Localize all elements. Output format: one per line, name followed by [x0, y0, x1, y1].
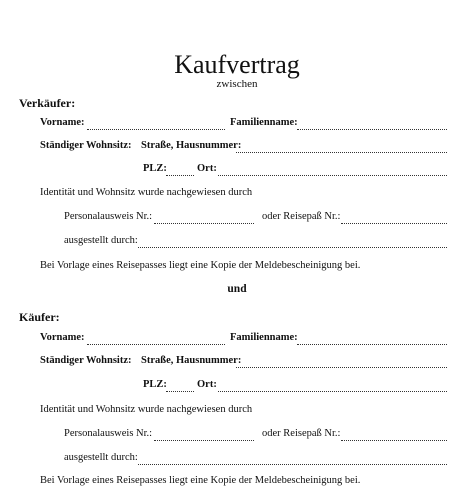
seller-familienname-label: Familienname: [230, 117, 298, 128]
buyer-strasse-label: Straße, Hausnummer: [141, 355, 242, 366]
seller-personalausweis-field[interactable] [154, 213, 254, 224]
seller-vorname-field[interactable] [87, 119, 225, 130]
seller-ausgestellt-field[interactable] [138, 237, 447, 248]
seller-strasse-field[interactable] [236, 142, 447, 153]
buyer-ort-label: Ort: [197, 379, 217, 390]
seller-reisepass-label: oder Reisepaß Nr.: [262, 211, 341, 222]
seller-personalausweis-label: Personalausweis Nr.: [64, 211, 153, 222]
seller-plz-field[interactable] [166, 165, 194, 176]
buyer-familienname-label: Familienname: [230, 332, 298, 343]
buyer-vorname-label: Vorname: [40, 332, 85, 343]
seller-ort-field[interactable] [218, 165, 447, 176]
seller-ort-label: Ort: [197, 163, 217, 174]
seller-heading: Verkäufer: [19, 96, 76, 110]
buyer-strasse-field[interactable] [236, 357, 447, 368]
buyer-reisepass-label: oder Reisepaß Nr.: [262, 428, 341, 439]
buyer-vorlage-text: Bei Vorlage eines Reisepasses liegt eine Kopie der Meldebescheinigung bei. [40, 475, 361, 486]
buyer-ort-field[interactable] [218, 381, 447, 392]
seller-vorname-label: Vorname: [40, 117, 85, 128]
seller-ausgestellt-label: ausgestellt durch: [64, 235, 138, 246]
buyer-identitaet-text: Identität und Wohnsitz wurde nachgewiesen durch [40, 404, 253, 415]
buyer-plz-label: PLZ: [143, 379, 167, 390]
document-subtitle: zwischen [216, 78, 258, 90]
seller-plz-label: PLZ: [143, 163, 167, 174]
separator-und: und [227, 283, 247, 295]
buyer-personalausweis-label: Personalausweis Nr.: [64, 428, 153, 439]
document-title: Kaufvertrag [174, 50, 300, 79]
buyer-familienname-field[interactable] [297, 334, 447, 345]
buyer-personalausweis-field[interactable] [154, 430, 254, 441]
seller-vorlage-text: Bei Vorlage eines Reisepasses liegt eine Kopie der Meldebescheinigung bei. [40, 260, 361, 271]
seller-identitaet-text: Identität und Wohnsitz wurde nachgewiesen durch [40, 187, 253, 198]
buyer-ausgestellt-field[interactable] [138, 454, 447, 465]
buyer-wohnsitz-label: Ständiger Wohnsitz: [40, 355, 132, 366]
buyer-vorname-field[interactable] [87, 334, 225, 345]
buyer-heading: Käufer: [19, 310, 60, 324]
seller-reisepass-field[interactable] [341, 213, 447, 224]
buyer-ausgestellt-label: ausgestellt durch: [64, 452, 138, 463]
seller-familienname-field[interactable] [297, 119, 447, 130]
buyer-plz-field[interactable] [166, 381, 194, 392]
seller-strasse-label: Straße, Hausnummer: [141, 140, 242, 151]
seller-wohnsitz-label: Ständiger Wohnsitz: [40, 140, 132, 151]
buyer-reisepass-field[interactable] [341, 430, 447, 441]
